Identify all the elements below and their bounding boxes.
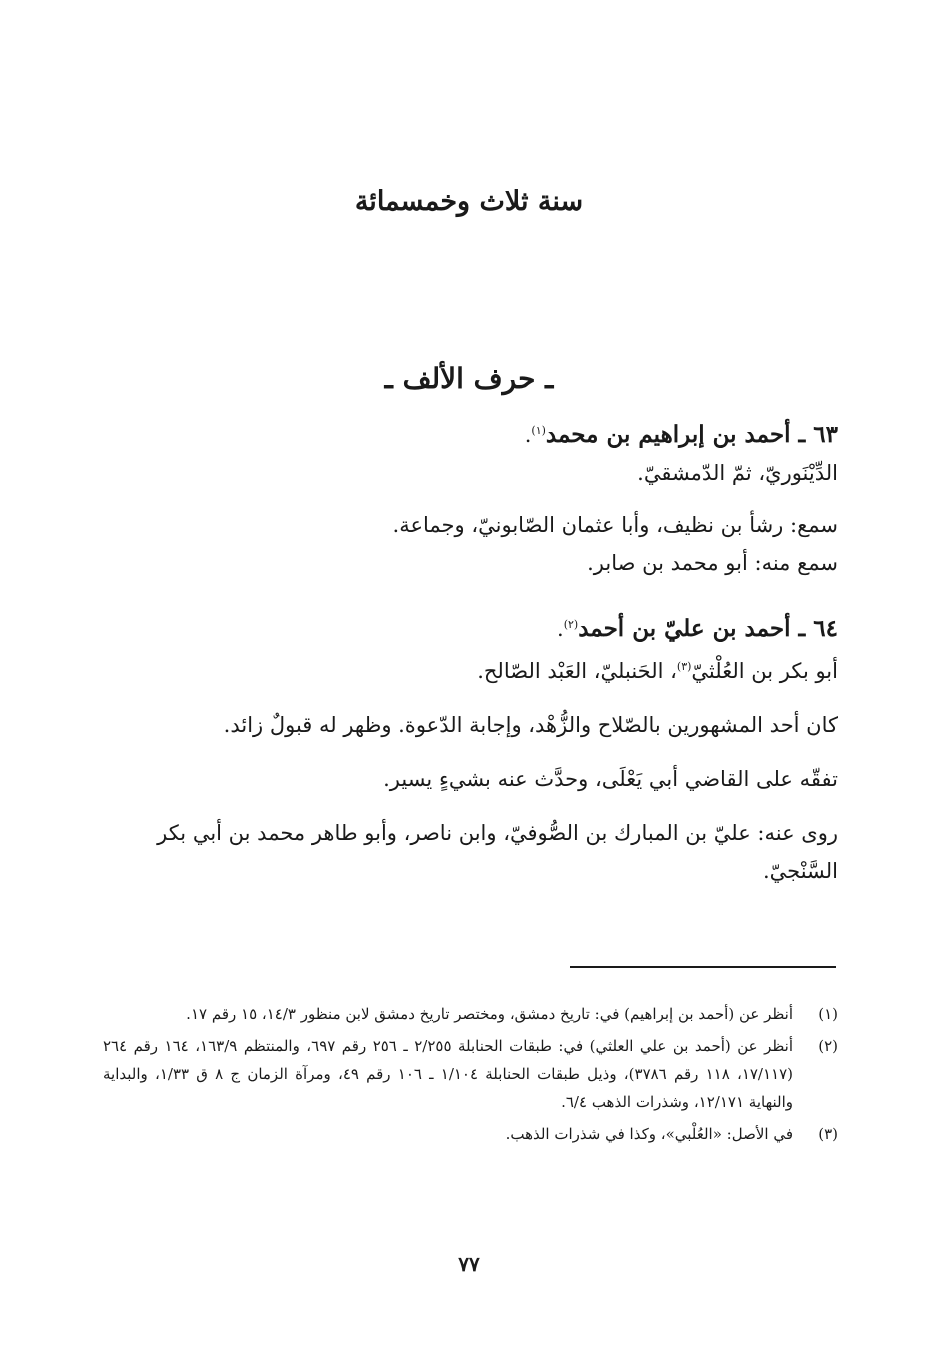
footnote-text: أنظر عن (أحمد بن إبراهيم) في: تاريخ دمشق، ومختصر تاريخ دمشق لابن منظور ١٤/٣، ١٥ رقم ١٧. [186, 1005, 793, 1023]
footnote-divider [570, 966, 836, 968]
entry-63-heading [113, 412, 838, 454]
entry-64 [113, 606, 838, 890]
footnote-number: (١) [818, 1005, 838, 1023]
entry-64-kunya [113, 648, 838, 690]
footnotes [103, 1000, 838, 1152]
footnote-1 [103, 1000, 838, 1028]
entry-63-heard-by: سمع منه: أبو محمد بن صابر. [587, 551, 838, 575]
footnote-number: (٣) [818, 1125, 838, 1143]
entry-64-paragraph-1: كان أحد المشهورين بالصّلاح والزُّهْد، وإجابة الدّعوة. وظهر له قبولٌ زائد. [223, 713, 838, 737]
year-heading: سنة ثلاث وخمسمائة [354, 186, 584, 217]
page-number: ٧٧ [458, 1252, 480, 1276]
entry-63-heard-from: سمع: رشأ بن نظيف، وأبا عثمان الصّابونيّ، وجماعة. [392, 513, 838, 537]
entry-64-title: ٦٤ ـ أحمد بن عليّ بن أحمد [578, 615, 838, 642]
footnote-ref-1[interactable]: (١) [531, 424, 546, 437]
entry-63 [113, 412, 838, 582]
entry-64-kunya-a: أبو بكر بن العُلْثيّ [691, 659, 838, 683]
footnote-number: (٢) [818, 1037, 838, 1055]
section-heading: ـ حرف الألف ـ [384, 362, 554, 395]
entry-64-kunya-b: ، الحَنبليّ، العَبْد الصّالح. [477, 659, 677, 683]
entry-63-title-end: . [524, 423, 532, 447]
footnote-text: في الأصل: «العُلْبي»، وكذا في شذرات الذهب. [505, 1125, 793, 1143]
entry-64-title-end: . [557, 617, 564, 641]
footnote-ref-3[interactable]: (٣) [676, 660, 692, 673]
entry-63-title: ٦٣ ـ أحمد بن إبراهيم بن محمد [545, 421, 838, 448]
footnote-ref-2[interactable]: (٢) [563, 618, 579, 631]
entry-63-nisba: الدِّيْنَوريّ، ثمّ الدّمشقيّ. [637, 461, 838, 485]
entry-64-heading [113, 606, 838, 648]
entry-64-paragraph-3: روى عنه: عليّ بن المبارك بن الصُّوفيّ، وابن ناصر، وأبو طاهر محمد بن أبي بكر السَّنْجيّ. [157, 821, 838, 883]
footnote-text: أنظر عن (أحمد بن علي العلثي) في: طبقات الحنابلة ٢/٢٥٥ ـ ٢٥٦ رقم ٦٩٧، والمنتظم ١٦٣/٩، ١٦٤ رقم ٢٦٤ (١٧/١١٧، ١١٨ رقم ٣٧٨٦)، وذيل طبقات الحنابلة ١/١٠٤ ـ ١٠٦ رقم ٤٩، ومرآة الزمان ج ٨ ق ١/٣٣، والبداية والنهاية ١٢/١٧١، وشذرات الذهب ٦/٤. [103, 1037, 794, 1111]
footnote-2 [103, 1032, 838, 1116]
footnote-3 [103, 1120, 838, 1148]
entry-64-paragraph-2: تفقّه على القاضي أبي يَعْلَى، وحدَّث عنه بشيءٍ يسير. [383, 767, 838, 791]
